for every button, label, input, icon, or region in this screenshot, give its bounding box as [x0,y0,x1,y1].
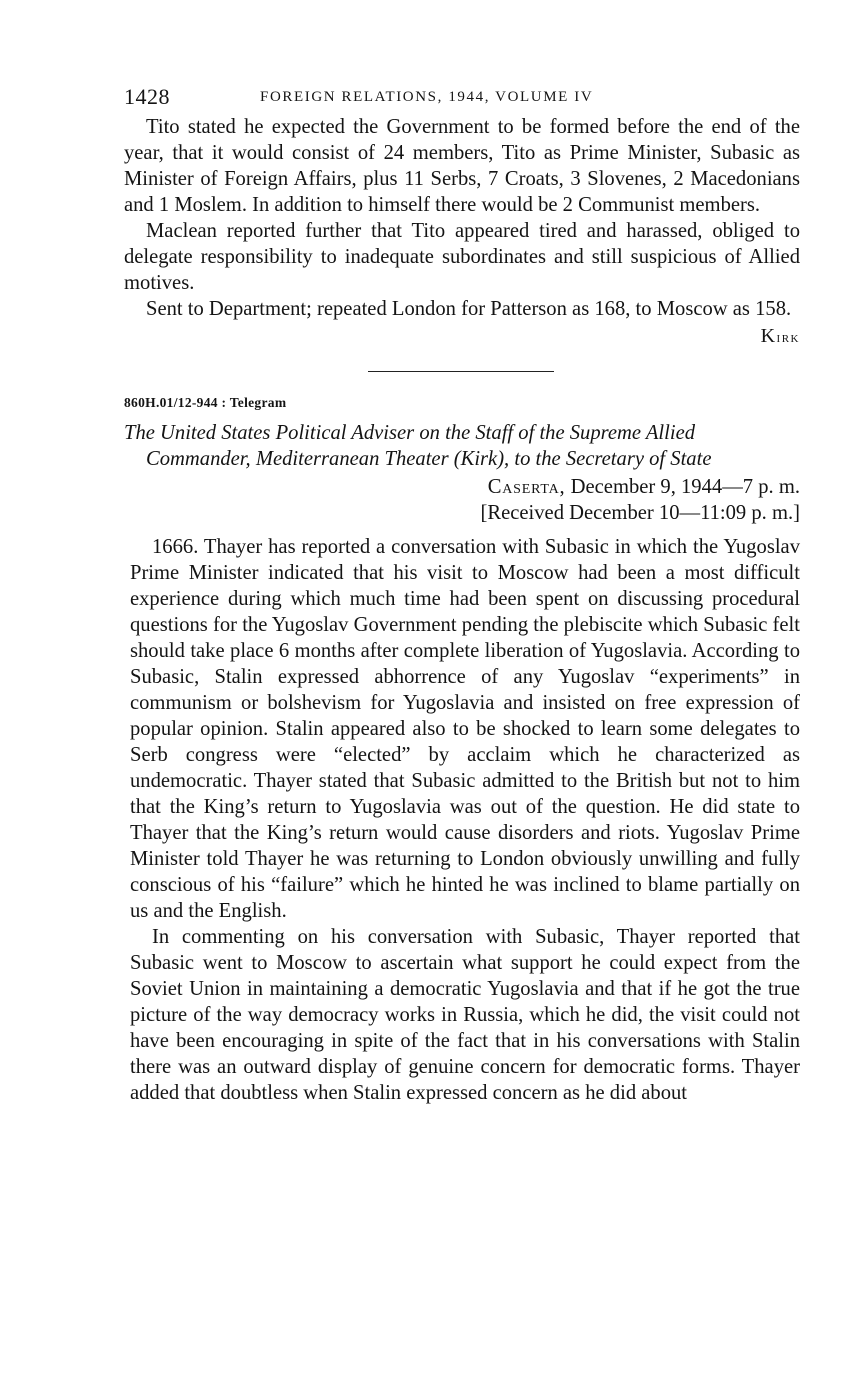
signature-initial: K [760,325,777,347]
paragraph: 1666. Thayer has reported a conversation with Subasic in which the Yugoslav Prime Minister indicated that his visit to Moscow had been a most difficult experience during which much time had been spent on discussing procedural questions for the Yugoslav Government pending the plebiscite which Subasic felt should take place 6 months after complete liberation of Yugoslavia. According to Subasic, Stalin expressed abhorrence of any Yugoslav “experiments” in communism or bolshevism for Yugoslavia and insisted on free expression of popular opinion. Stalin appeared also to be shocked to learn some delegates to Serb congress were “elected” by acclaim which he characterized as undemocratic. Thayer stated that Subasic admitted to the British but not to him that the King’s return to Yugoslavia was out of the question. He did state to Thayer that the King’s return would cause disorders and riots. Yugoslav Prime Minister told Thayer he was returning to London obviously unwilling and fully conscious of his “failure” which he hinted he was inclined to blame partially on us and the English. [130,536,800,922]
dateline-date: December 9, 1944—7 p. m. [570,476,800,498]
running-head [124,84,800,114]
signature-rest: irk [776,329,800,346]
paragraph: Sent to Department; repeated London for Patterson as 168, to Moscow as 158. [146,298,792,320]
signature [124,323,800,351]
dateline-place: Caserta, [487,476,566,498]
received-line: [Received December 10—11:09 p. m.] [480,502,800,524]
paragraph: Maclean reported further that Tito appeared tired and harassed, obliged to delegate responsibility to inadequate subordinates and still suspicious of Allied motives. [124,220,800,294]
paragraph: In commenting on his conversation with Subasic, Thayer reported that Subasic went to Moscow to ascertain what support he could expect from the Soviet Union in maintaining a democratic Yugoslavia and that if he got the true picture of the way democracy works in Russia, which he did, the visit could not have been encouraging in spite of the fact that in his conversations with Stalin there was an outward display of genuine concern for democratic forms. Thayer added that doubtless when Stalin expressed concern as he did about [130,926,800,1104]
dateline [124,474,800,500]
telegram-body [124,534,800,1106]
page-number: 1428 [124,84,170,109]
book-page [124,84,800,1106]
paragraph: Tito stated he expected the Government to be formed before the end of the year, that it would consist of 24 members, Tito as Prime Minister, Subasic as Minister of Foreign Affairs, plus 11 Serbs, 7 Croats, 3 Slovenes, 2 Macedonians and 1 Moslem. In addition to himself there would be 2 Communist members. [124,116,800,216]
continued-telegram-text [124,114,800,322]
section-divider [368,371,554,372]
document-heading: The United States Political Adviser on the Staff of the Supreme Allied Commander, Mediterranean Theater (Kirk), to the Secretary of State [124,422,712,470]
running-title: FOREIGN RELATIONS, 1944, VOLUME IV [260,89,594,105]
file-reference: 860H.01/12-944 : Telegram [124,395,287,410]
